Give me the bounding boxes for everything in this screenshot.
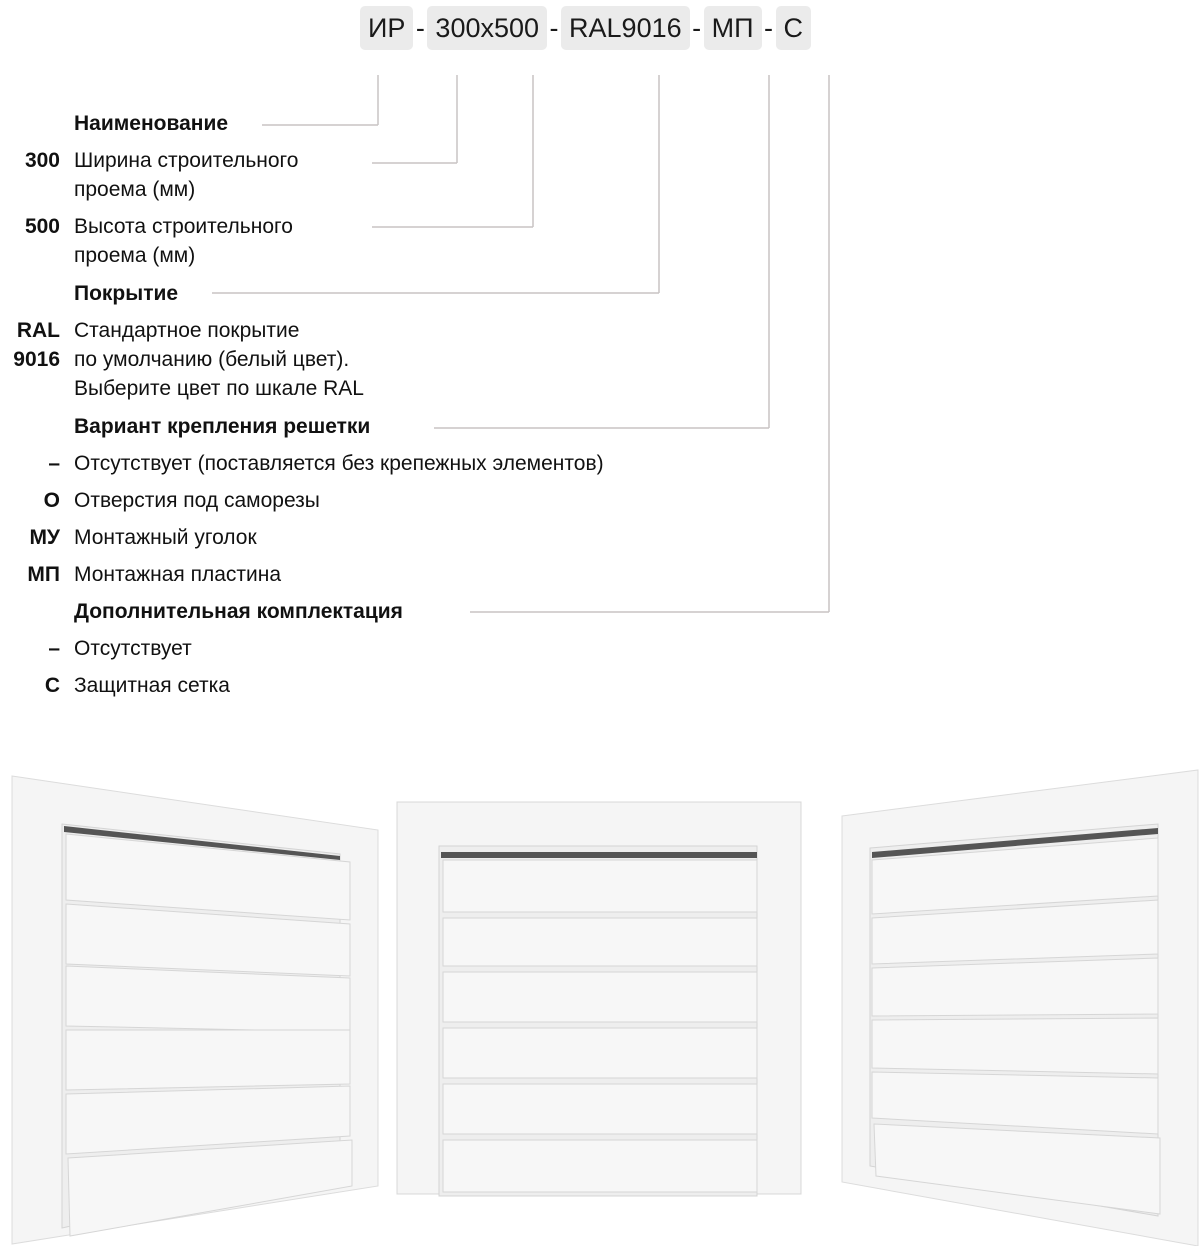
legend-row-mounting	[0, 523, 257, 552]
mounting-code: МУ	[29, 526, 60, 549]
code-segment-size: 300x500	[427, 6, 547, 50]
legend-row-mounting	[0, 449, 604, 478]
code-segment-mounting: МП	[704, 6, 762, 50]
extra-code: С	[44, 674, 60, 697]
legend-row-mounting	[0, 486, 320, 515]
louvers	[66, 834, 352, 1236]
legend-row-height	[0, 212, 293, 270]
legend-heading-mounting	[0, 412, 370, 441]
width-desc: Ширина строительного проема (мм)	[74, 149, 299, 201]
coating-desc: Стандартное покрытие по умолчанию (белый цвет). Выберите цвет по шкале RAL	[74, 319, 364, 400]
extra-desc: Отсутствует	[74, 637, 192, 660]
code-separator: -	[415, 12, 425, 43]
product-code-bar	[360, 6, 811, 50]
legend-heading-coating	[0, 279, 178, 308]
extra-code: –	[48, 637, 60, 660]
heading-name: Наименование	[74, 112, 229, 135]
legend-row-extra	[0, 634, 192, 663]
mounting-desc: Монтажный уголок	[74, 526, 257, 549]
mounting-desc: Отсутствует (поставляется без крепежных элементов)	[74, 452, 604, 475]
heading-coating: Покрытие	[74, 282, 179, 305]
grille-photo-front	[395, 800, 805, 1200]
mounting-desc: Отверстия под саморезы	[74, 489, 320, 512]
code-segment-extra: С	[776, 6, 812, 50]
code-separator: -	[692, 12, 702, 43]
legend-heading-extra	[0, 597, 403, 626]
height-code: 500	[24, 215, 60, 238]
coating-code: RAL 9016	[13, 319, 60, 371]
code-segment-coating: RAL9016	[561, 6, 690, 50]
heading-extra: Дополнительная комплектация	[74, 600, 403, 623]
extra-desc: Защитная сетка	[74, 674, 230, 697]
mounting-code: О	[43, 489, 60, 512]
mounting-code: –	[48, 452, 60, 475]
code-separator: -	[764, 12, 774, 43]
code-separator: -	[549, 12, 559, 43]
mounting-code: МП	[27, 563, 60, 586]
legend-row-width	[0, 146, 298, 204]
grille-photo-right	[840, 768, 1200, 1246]
grille-photo-left	[10, 768, 380, 1246]
code-segment-name: ИР	[360, 6, 413, 50]
width-code: 300	[24, 149, 60, 172]
louvers	[872, 838, 1160, 1214]
heading-mounting: Вариант крепления решетки	[74, 415, 371, 438]
height-desc: Высота строительного проема (мм)	[74, 215, 293, 267]
legend-row-extra	[0, 671, 230, 700]
product-photos	[0, 760, 1200, 1249]
legend-row-mounting	[0, 560, 281, 589]
mounting-desc: Монтажная пластина	[74, 563, 282, 586]
legend-row-coating	[0, 316, 364, 403]
legend-heading-name	[0, 109, 228, 138]
